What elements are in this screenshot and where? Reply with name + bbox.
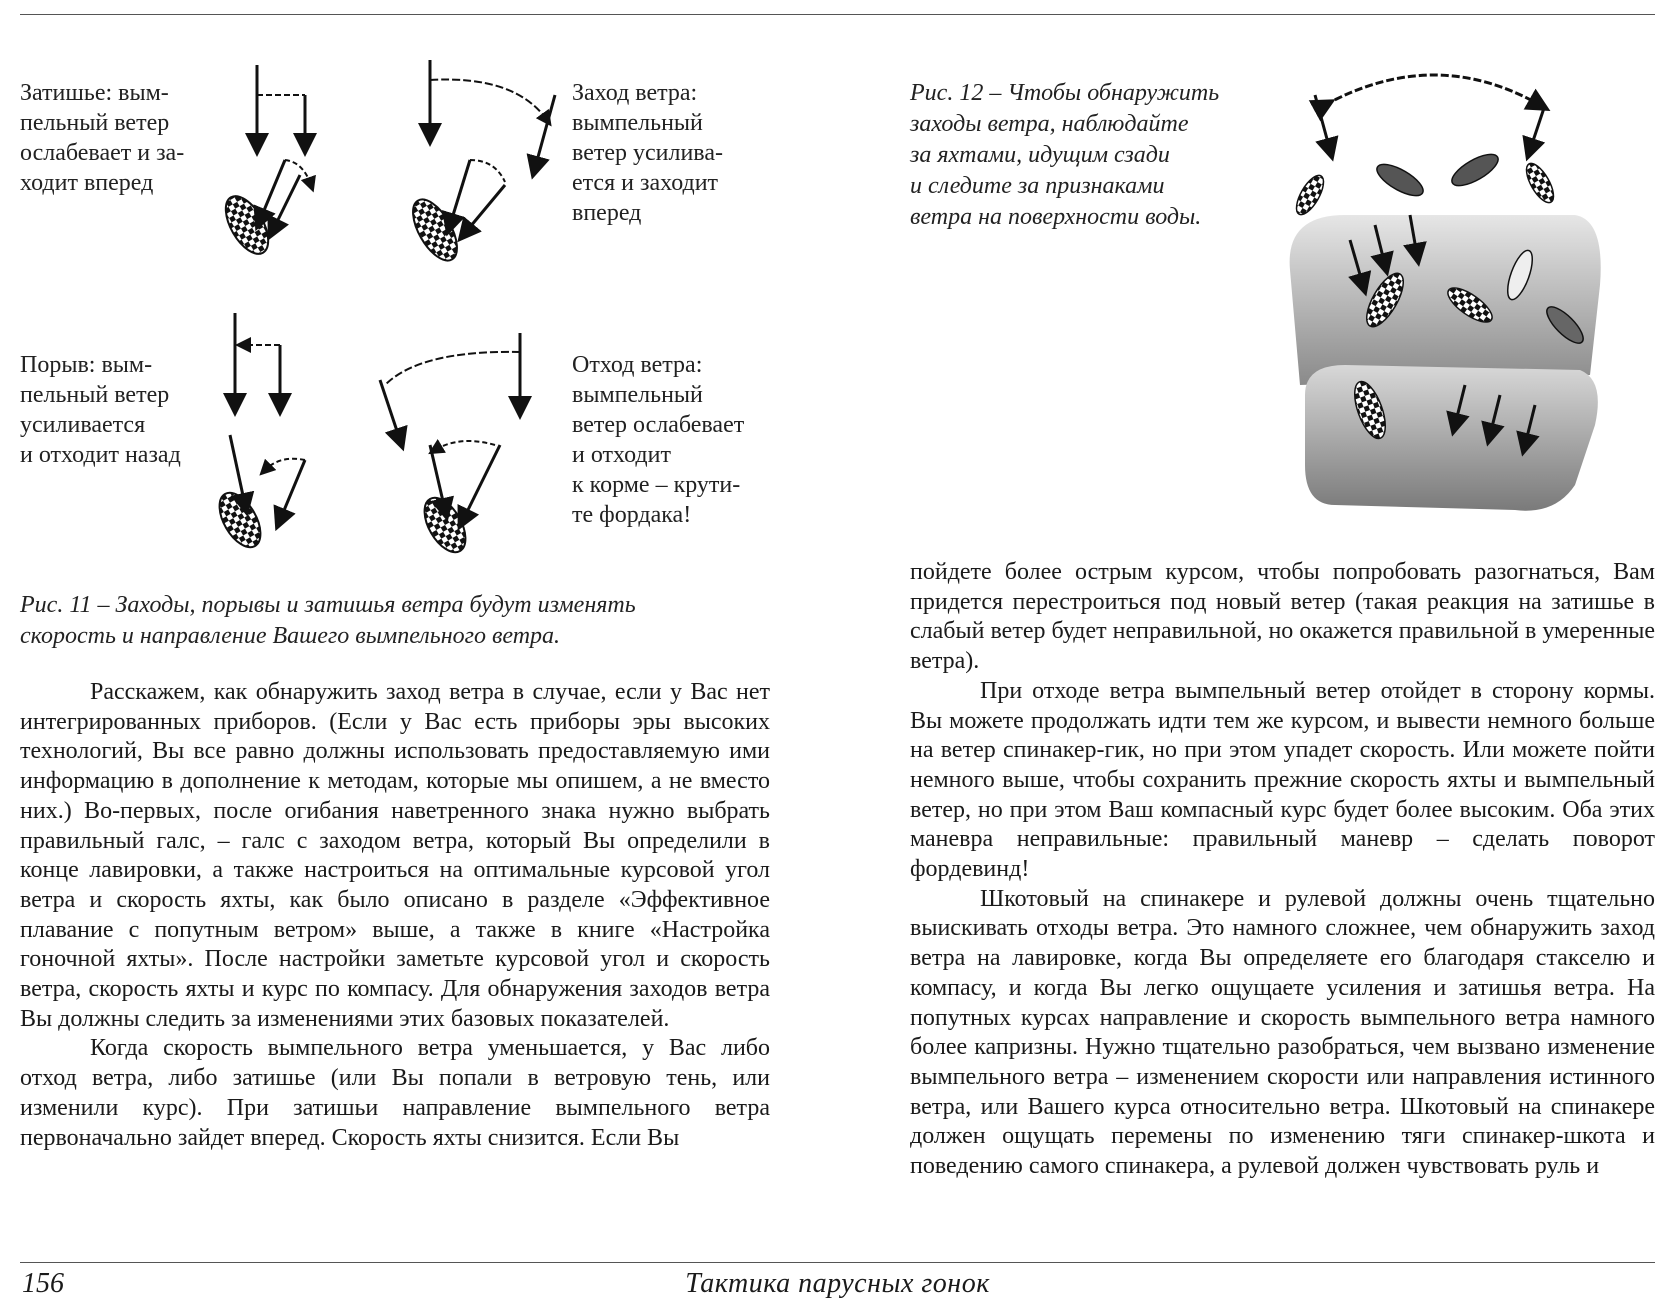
- right-paragraph-1: пойдете более острым курсом, чтобы попробовать разогнаться, Вам придется перестроиться под новый ветер (такая реакция на затишье в слабый ветер будет неправильной, но окажется правильной в умеренные ветра).: [910, 559, 1655, 675]
- label-gust: Порыв: вым- пельный ветер усиливается и отходит назад: [20, 352, 181, 468]
- diagram-lull: [217, 65, 311, 261]
- bottom-rule: [20, 1262, 1655, 1263]
- running-title: Тактика парусных гонок: [685, 1268, 990, 1299]
- label-lift: Отход ветра: вымпельный ветер ослабевает и отходит к корме – крути- те фордака!: [572, 352, 745, 528]
- left-paragraph-2: Когда скорость вымпельного ветра уменьшается, у Вас либо отход ветра, либо затишье (или Вы попали в ветровую тень, или изменили курс). При затишьи направление вымпельного ветра первоначально зайдет вперед. Скорость яхты снизится. Если Вы: [20, 1035, 770, 1151]
- page-number: 156: [22, 1268, 64, 1299]
- label-header: Заход ветра: вымпельный ветер усилива- ется и заходит вперед: [572, 80, 723, 226]
- left-column: [20, 678, 770, 1153]
- right-column: [910, 558, 1655, 1182]
- fig12-illustration: [1285, 65, 1630, 545]
- left-paragraph-1: Расскажем, как обнаружить заход ветра в случае, если у Вас нет интегрированных приборов. (Если у Вас есть приборы эры высоких технологий, Вы все равно должны использовать предоставляемую ими информацию в дополнение к методам, которые мы опишем, а не вместо них.) Во-первых, после огибания наветренного знака нужно выбрать правильный галс, – галс с заходом ветра, который Вы определили в конце лавировки, а также настроиться на оптимальные курсовой угол ветра и скорость яхты, как было описано в разделе «Эффективное плавание с попутным ветром» выше, а также в книге «Настройка гоночной яхты». После настройки заметьте курсовой угол и скорость ветра, скорость яхты и курс по компасу. Для обнаружения заходов ветра Вы должны следить за изменениями этих базовых показателей.: [20, 679, 770, 1032]
- fig11-caption: Рис. 11 – Заходы, порывы и затишья ветра будут изменять скорость и направление Вашего вымпельного ветра.: [20, 592, 636, 649]
- diagram-gust: [211, 313, 305, 554]
- fig11-diagram: [205, 50, 585, 570]
- fig12-caption: Рис. 12 – Чтобы обнаружить заходы ветра, наблюдайте за яхтами, идущим сзади и следите за признаками ветра на поверхности воды.: [910, 80, 1220, 230]
- diagram-header: [404, 60, 555, 267]
- top-rule: [20, 14, 1655, 15]
- label-lull: Затишье: вым- пельный ветер ослабевает и за- ходит вперед: [20, 80, 185, 196]
- diagram-lift: [380, 333, 520, 559]
- right-paragraph-2: При отходе ветра вымпельный ветер отойдет в сторону кормы. Вы можете продолжать идти тем же курсом, и вывести немного больше на ветер спинакер-гик, но при этом упадет скорость. Или можете пойти немного выше, чтобы сохранить прежние скорость яхты и вымпельный ветер, но при этом Ваш компасный курс будет более высоким. Оба этих маневра неправильные: правильный маневр – сделать поворот фордевинд!: [910, 677, 1655, 883]
- right-paragraph-3: Шкотовый на спинакере и рулевой должны очень тщательно выискивать отходы ветра. Это намного сложнее, чем обнаружить заход ветра на лавировке, когда Вы определяете его благодаря стакселю и компасу, и когда Вы легко ощущаете усиления и затишья ветра. На попутных курсах направление и скорость вымпельного ветра намного более капризны. Нужно тщательно разобраться, чем вызвано изменение вымпельного ветра – изменением скорости или направления истинного ветра, или Вашего курса относительно ветра. Шкотовый на спинакере должен ощущать перемены по изменению тяги спинакер-шкота и поведению самого спинакера, а рулевой должен чувствовать руль и: [910, 885, 1655, 1180]
